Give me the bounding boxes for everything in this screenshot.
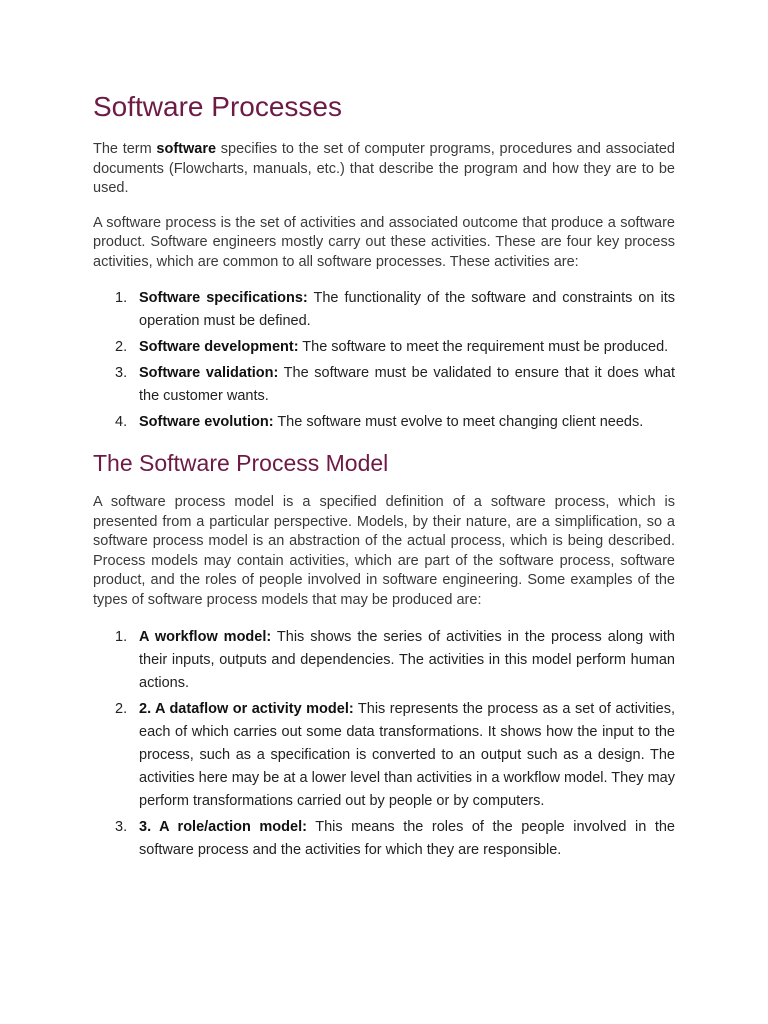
- list-number: 2.: [115, 701, 128, 717]
- list-item-term: 2. A dataflow or activity model:: [139, 701, 354, 717]
- model-paragraph: A software process model is a specified definition of a software process, which is presented from a particular perspective. Models, by their nature, are a simplification, so a software process model is an abstraction of the actual process, which is being described. Process models may contain activities, which are part of the software process, software product, and the roles of people involved in software engineering. Some examples of the types of software process models that may be produced are:: [93, 494, 675, 608]
- intro-prefix: The term: [93, 141, 157, 157]
- list-item-text: This shows the series of activities in the process along with their inputs, outputs and dependencies. The activities in this model perform human actions.: [139, 629, 675, 691]
- list-item: [93, 287, 675, 333]
- list-number: 1.: [115, 629, 128, 645]
- list-item-text: The software must evolve to meet changing client needs.: [273, 414, 644, 430]
- list-item-text: The software to meet the requirement must be produced.: [298, 339, 669, 355]
- list-item-text: This represents the process as a set of activities, each of which carries out some data transformations. It shows how the input to the process, such as a specification is converted to an output such as a design. The activities here may be at a lower level than activities in a workflow model. They may perform transformations carried out by people or by computers.: [139, 701, 675, 809]
- page-title: Software Processes: [93, 91, 342, 122]
- list-item-term: Software development:: [139, 339, 299, 355]
- list-item: [93, 626, 675, 695]
- list-number: 3.: [115, 819, 128, 835]
- models-list: [93, 626, 675, 862]
- document-page: [93, 86, 675, 865]
- section-title: The Software Process Model: [93, 450, 389, 476]
- list-number: 2.: [115, 339, 128, 355]
- activities-paragraph: A software process is the set of activities and associated outcome that produce a software product. Software engineers mostly carry out these activities. These are four key process activities, which are common to all software processes. These activities are:: [93, 214, 675, 270]
- list-item: [93, 336, 675, 359]
- list-item: [93, 698, 675, 813]
- intro-rest: specifies to the set of computer programs, procedures and associated documents (Flowcharts, manuals, etc.) that describe the program and how they are to be used.: [93, 141, 675, 196]
- list-item: [93, 816, 675, 862]
- intro-bold-term: software: [156, 141, 217, 157]
- list-item: [93, 411, 675, 434]
- list-item-text: This means the roles of the people involved in the software process and the activities for which they are responsible.: [139, 819, 675, 858]
- list-item-term: Software evolution:: [139, 414, 274, 430]
- list-number: 1.: [115, 290, 128, 306]
- list-item: [93, 362, 675, 408]
- list-item-term: 3. A role/action model:: [139, 819, 307, 835]
- list-item-text: The software must be validated to ensure that it does what the customer wants.: [139, 365, 675, 404]
- activities-list: [93, 287, 675, 434]
- list-item-term: Software validation:: [139, 365, 279, 381]
- list-item-term: A workflow model:: [139, 629, 272, 645]
- list-item-text: The functionality of the software and constraints on its operation must be defined.: [139, 290, 675, 329]
- list-number: 4.: [115, 414, 128, 430]
- intro-paragraph: [93, 140, 675, 199]
- list-number: 3.: [115, 365, 128, 381]
- list-item-term: Software specifications:: [139, 290, 308, 306]
